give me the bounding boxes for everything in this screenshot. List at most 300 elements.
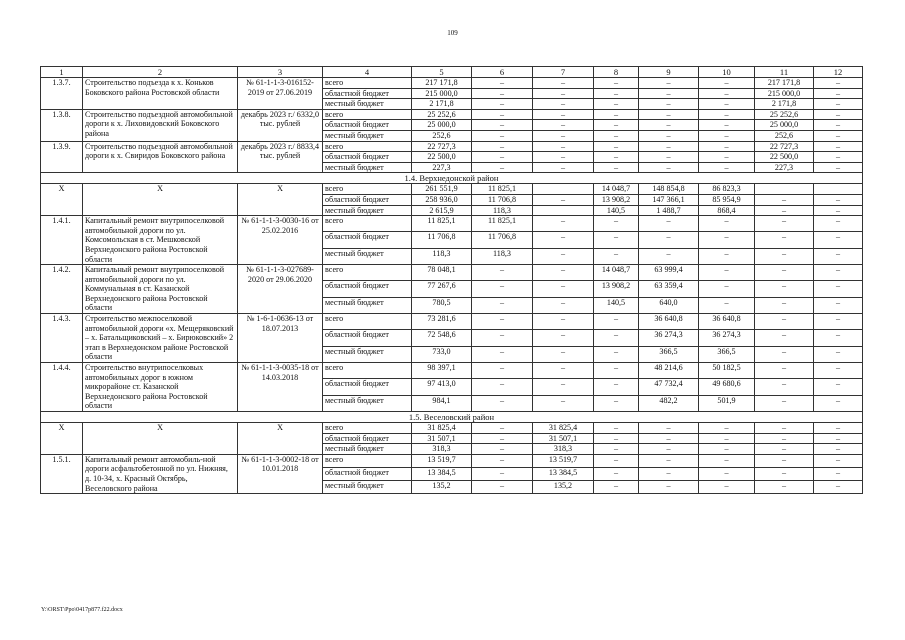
amount-cell: 2 615,9: [412, 205, 472, 216]
item-number: 1.4.4.: [41, 363, 83, 412]
amount-cell: –: [594, 130, 639, 141]
document-ref: № 61-1-1-3-0035-18 от 14.03.2018: [238, 363, 323, 412]
amount-cell: –: [639, 120, 699, 131]
funding-source: областной бюджет: [323, 433, 412, 444]
amount-cell: –: [639, 152, 699, 163]
amount-cell: 11 706,8: [472, 194, 533, 205]
funding-source: всего: [323, 141, 412, 152]
funding-source: местный бюджет: [323, 444, 412, 455]
amount-cell: 63 359,4: [639, 281, 699, 297]
funding-source: областной бюджет: [323, 120, 412, 131]
amount-cell: 25 252,6: [412, 109, 472, 120]
amount-cell: 11 706,8: [472, 232, 533, 248]
amount-cell: –: [755, 330, 814, 346]
item-name: Х: [83, 184, 238, 216]
amount-cell: 77 267,6: [412, 281, 472, 297]
amount-cell: –: [472, 297, 533, 313]
amount-cell: 22 727,3: [755, 141, 814, 152]
funding-source: областной бюджет: [323, 281, 412, 297]
amount-cell: 135,2: [533, 481, 594, 494]
table-row: [41, 363, 863, 379]
amount-cell: 11 825,1: [472, 216, 533, 232]
amount-cell: 50 182,5: [699, 363, 755, 379]
amount-cell: 22 727,3: [412, 141, 472, 152]
amount-cell: –: [755, 481, 814, 494]
table-row: [41, 216, 863, 232]
amount-cell: 73 281,6: [412, 314, 472, 330]
amount-cell: –: [594, 433, 639, 444]
amount-cell: –: [814, 297, 863, 313]
document-ref: декабрь 2023 г./ 6332,0 тыс. рублей: [238, 109, 323, 141]
amount-cell: –: [533, 120, 594, 131]
amount-cell: –: [472, 433, 533, 444]
amount-cell: –: [814, 314, 863, 330]
amount-cell: –: [639, 162, 699, 173]
amount-cell: –: [755, 379, 814, 395]
amount-cell: –: [814, 433, 863, 444]
amount-cell: 13 908,2: [594, 194, 639, 205]
amount-cell: –: [755, 444, 814, 455]
amount-cell: –: [472, 162, 533, 173]
funding-source: всего: [323, 216, 412, 232]
amount-cell: –: [814, 444, 863, 455]
funding-source: местный бюджет: [323, 99, 412, 110]
amount-cell: –: [814, 88, 863, 99]
amount-cell: –: [699, 99, 755, 110]
amount-cell: –: [639, 109, 699, 120]
amount-cell: 86 823,3: [699, 184, 755, 195]
amount-cell: –: [814, 216, 863, 232]
amount-cell: –: [814, 330, 863, 346]
amount-cell: 140,5: [594, 297, 639, 313]
amount-cell: –: [472, 265, 533, 281]
funding-source: местный бюджет: [323, 395, 412, 411]
amount-cell: –: [814, 194, 863, 205]
amount-cell: –: [699, 109, 755, 120]
table-row: [41, 454, 863, 467]
amount-cell: –: [533, 395, 594, 411]
document-ref: № 1-6-1-0636-13 от 18.07.2013: [238, 314, 323, 363]
amount-cell: 25 000,0: [755, 120, 814, 131]
funding-source: областной бюджет: [323, 467, 412, 480]
amount-cell: –: [472, 444, 533, 455]
amount-cell: 984,1: [412, 395, 472, 411]
amount-cell: –: [472, 109, 533, 120]
amount-cell: 1 488,7: [639, 205, 699, 216]
amount-cell: –: [699, 454, 755, 467]
table-row: [41, 141, 863, 152]
section-title: 1.5. Веселовский район: [41, 412, 863, 423]
amount-cell: 14 048,7: [594, 265, 639, 281]
section-row: [41, 412, 863, 423]
amount-cell: –: [639, 423, 699, 434]
amount-cell: –: [699, 423, 755, 434]
amount-cell: –: [755, 423, 814, 434]
amount-cell: 261 551,9: [412, 184, 472, 195]
amount-cell: 366,5: [639, 346, 699, 362]
amount-cell: –: [594, 481, 639, 494]
amount-cell: 258 936,0: [412, 194, 472, 205]
amount-cell: –: [594, 379, 639, 395]
amount-cell: –: [472, 330, 533, 346]
amount-cell: 72 548,6: [412, 330, 472, 346]
amount-cell: –: [594, 99, 639, 110]
amount-cell: –: [755, 232, 814, 248]
amount-cell: –: [814, 130, 863, 141]
table-row: [41, 423, 863, 434]
amount-cell: 217 171,8: [412, 78, 472, 89]
amount-cell: –: [594, 248, 639, 264]
amount-cell: –: [755, 281, 814, 297]
amount-cell: –: [699, 248, 755, 264]
amount-cell: 48 214,6: [639, 363, 699, 379]
amount-cell: –: [699, 141, 755, 152]
amount-cell: –: [472, 363, 533, 379]
amount-cell: 13 908,2: [594, 281, 639, 297]
amount-cell: –: [594, 454, 639, 467]
amount-cell: –: [814, 109, 863, 120]
funding-source: всего: [323, 423, 412, 434]
column-number: 2: [83, 67, 238, 78]
amount-cell: 2 171,8: [412, 99, 472, 110]
amount-cell: –: [814, 395, 863, 411]
amount-cell: –: [533, 109, 594, 120]
amount-cell: 31 825,4: [412, 423, 472, 434]
amount-cell: 2 171,8: [755, 99, 814, 110]
amount-cell: –: [639, 444, 699, 455]
document-ref: Х: [238, 423, 323, 455]
amount-cell: –: [699, 433, 755, 444]
column-number: 9: [639, 67, 699, 78]
amount-cell: [814, 184, 863, 195]
amount-cell: –: [814, 120, 863, 131]
funding-source: областной бюджет: [323, 152, 412, 163]
funding-source: местный бюджет: [323, 205, 412, 216]
amount-cell: –: [699, 130, 755, 141]
amount-cell: –: [472, 141, 533, 152]
amount-cell: –: [755, 265, 814, 281]
document-ref: № 61-1-1-3-027689-2020 от 29.06.2020: [238, 265, 323, 314]
document-ref: № 61-1-1-3-0002-18 от 10.01.2018: [238, 454, 323, 493]
amount-cell: –: [639, 216, 699, 232]
amount-cell: –: [472, 88, 533, 99]
amount-cell: –: [755, 194, 814, 205]
amount-cell: 11 825,1: [412, 216, 472, 232]
document-ref: Х: [238, 184, 323, 216]
amount-cell: –: [814, 346, 863, 362]
amount-cell: –: [639, 467, 699, 480]
amount-cell: 118,3: [472, 205, 533, 216]
amount-cell: [533, 205, 594, 216]
amount-cell: –: [814, 99, 863, 110]
table-row: [41, 184, 863, 195]
amount-cell: –: [699, 232, 755, 248]
amount-cell: –: [639, 232, 699, 248]
amount-cell: –: [755, 363, 814, 379]
amount-cell: –: [639, 78, 699, 89]
amount-cell: –: [472, 281, 533, 297]
amount-cell: –: [755, 454, 814, 467]
amount-cell: –: [594, 78, 639, 89]
amount-cell: 31 825,4: [533, 423, 594, 434]
amount-cell: 85 954,9: [699, 194, 755, 205]
funding-source: местный бюджет: [323, 481, 412, 494]
amount-cell: –: [472, 454, 533, 467]
amount-cell: 227,3: [755, 162, 814, 173]
column-number: 4: [323, 67, 412, 78]
amount-cell: –: [533, 314, 594, 330]
item-number: 1.3.7.: [41, 78, 83, 110]
amount-cell: 36 640,8: [699, 314, 755, 330]
amount-cell: –: [594, 216, 639, 232]
funding-source: всего: [323, 314, 412, 330]
amount-cell: 49 680,6: [699, 379, 755, 395]
amount-cell: 147 366,1: [639, 194, 699, 205]
column-number: 6: [472, 67, 533, 78]
amount-cell: –: [472, 314, 533, 330]
amount-cell: –: [472, 78, 533, 89]
amount-cell: –: [594, 120, 639, 131]
amount-cell: –: [639, 99, 699, 110]
amount-cell: 36 274,3: [639, 330, 699, 346]
amount-cell: 13 519,7: [412, 454, 472, 467]
program-table: [40, 66, 863, 494]
amount-cell: –: [639, 454, 699, 467]
amount-cell: 36 274,3: [699, 330, 755, 346]
column-number: 12: [814, 67, 863, 78]
item-name: Строительство внутрипоселковых автомобильных дорог в южном микрорайоне ст. Казанской Верхнедонского района Ростовской области: [83, 363, 238, 412]
amount-cell: –: [594, 423, 639, 434]
amount-cell: [533, 184, 594, 195]
amount-cell: –: [594, 109, 639, 120]
amount-cell: –: [639, 433, 699, 444]
column-number: 8: [594, 67, 639, 78]
amount-cell: –: [594, 330, 639, 346]
item-name: Капитальный ремонт внутрипоселковой автомобильной дороги по ул. Комсомольская в ст. Мешковской Верхнедонского района Ростовской области: [83, 216, 238, 265]
amount-cell: –: [594, 162, 639, 173]
funding-source: областной бюджет: [323, 232, 412, 248]
column-number: 11: [755, 67, 814, 78]
amount-cell: 118,3: [472, 248, 533, 264]
amount-cell: –: [814, 248, 863, 264]
amount-cell: –: [594, 232, 639, 248]
amount-cell: 318,3: [412, 444, 472, 455]
column-number: 1: [41, 67, 83, 78]
amount-cell: 13 384,5: [533, 467, 594, 480]
document-ref: № 61-1-1-3-0030-16 от 25.02.2016: [238, 216, 323, 265]
amount-cell: 148 854,8: [639, 184, 699, 195]
amount-cell: 118,3: [412, 248, 472, 264]
amount-cell: –: [533, 379, 594, 395]
amount-cell: 227,3: [412, 162, 472, 173]
item-name: Строительство подъезда к х. Коньков Боковского района Ростовской области: [83, 78, 238, 110]
funding-source: всего: [323, 363, 412, 379]
amount-cell: –: [699, 281, 755, 297]
funding-source: всего: [323, 184, 412, 195]
amount-cell: –: [533, 297, 594, 313]
amount-cell: –: [699, 467, 755, 480]
column-number: 7: [533, 67, 594, 78]
amount-cell: 97 413,0: [412, 379, 472, 395]
amount-cell: 98 397,1: [412, 363, 472, 379]
amount-cell: –: [755, 346, 814, 362]
amount-cell: –: [594, 395, 639, 411]
amount-cell: 252,6: [755, 130, 814, 141]
table-row: [41, 109, 863, 120]
table-row: [41, 78, 863, 89]
amount-cell: 47 732,4: [639, 379, 699, 395]
amount-cell: –: [755, 467, 814, 480]
amount-cell: –: [699, 162, 755, 173]
amount-cell: –: [472, 99, 533, 110]
amount-cell: –: [814, 481, 863, 494]
amount-cell: –: [814, 152, 863, 163]
item-name: Х: [83, 423, 238, 455]
amount-cell: –: [472, 467, 533, 480]
amount-cell: –: [814, 379, 863, 395]
amount-cell: –: [699, 120, 755, 131]
amount-cell: –: [533, 152, 594, 163]
amount-cell: –: [472, 346, 533, 362]
column-number: 3: [238, 67, 323, 78]
amount-cell: 13 519,7: [533, 454, 594, 467]
amount-cell: –: [533, 216, 594, 232]
amount-cell: –: [755, 216, 814, 232]
amount-cell: –: [814, 78, 863, 89]
funding-source: местный бюджет: [323, 162, 412, 173]
amount-cell: –: [814, 265, 863, 281]
funding-source: местный бюджет: [323, 297, 412, 313]
table-row: [41, 314, 863, 330]
amount-cell: 31 507,1: [412, 433, 472, 444]
amount-cell: –: [594, 467, 639, 480]
funding-source: местный бюджет: [323, 130, 412, 141]
amount-cell: –: [639, 141, 699, 152]
funding-source: всего: [323, 454, 412, 467]
amount-cell: 25 252,6: [755, 109, 814, 120]
amount-cell: [755, 184, 814, 195]
item-number: 1.4.3.: [41, 314, 83, 363]
amount-cell: 36 640,8: [639, 314, 699, 330]
file-path-footer: Y:\ORST\Ppo\0417p877.f22.docx: [41, 607, 123, 613]
amount-cell: –: [533, 78, 594, 89]
amount-cell: –: [472, 423, 533, 434]
amount-cell: –: [639, 130, 699, 141]
item-number: 1.4.1.: [41, 216, 83, 265]
amount-cell: 135,2: [412, 481, 472, 494]
amount-cell: –: [814, 205, 863, 216]
amount-cell: 215 000,0: [755, 88, 814, 99]
item-number: Х: [41, 423, 83, 455]
amount-cell: –: [814, 232, 863, 248]
amount-cell: –: [755, 297, 814, 313]
item-number: 1.3.9.: [41, 141, 83, 173]
amount-cell: 14 048,7: [594, 184, 639, 195]
item-name: Капитальный ремонт внутрипоселковой автомобильной дороги по ул. Коммунальная в ст. Казанской Верхнедонского района Ростовской области: [83, 265, 238, 314]
amount-cell: 78 048,1: [412, 265, 472, 281]
amount-cell: –: [814, 281, 863, 297]
amount-cell: –: [755, 248, 814, 264]
amount-cell: –: [814, 162, 863, 173]
amount-cell: –: [533, 363, 594, 379]
item-name: Строительство подъездной автомобильной дороги к х. Лиховидовский Боковского района: [83, 109, 238, 141]
amount-cell: 140,5: [594, 205, 639, 216]
amount-cell: –: [594, 444, 639, 455]
amount-cell: 366,5: [699, 346, 755, 362]
amount-cell: –: [699, 265, 755, 281]
funding-source: областной бюджет: [323, 194, 412, 205]
header-row: [41, 67, 863, 78]
amount-cell: 640,0: [639, 297, 699, 313]
amount-cell: –: [533, 232, 594, 248]
amount-cell: –: [594, 152, 639, 163]
amount-cell: 217 171,8: [755, 78, 814, 89]
amount-cell: –: [533, 141, 594, 152]
item-number: 1.4.2.: [41, 265, 83, 314]
item-name: Строительство межпоселковой автомобильной дороги «х. Мещеряковский – х. Батальщиковский – х. Бирюковский» 2 этап в Верхнедонском районе Ростовской области: [83, 314, 238, 363]
amount-cell: –: [814, 363, 863, 379]
amount-cell: 215 000,0: [412, 88, 472, 99]
amount-cell: 22 500,0: [412, 152, 472, 163]
amount-cell: –: [699, 88, 755, 99]
amount-cell: –: [472, 481, 533, 494]
funding-source: всего: [323, 265, 412, 281]
document-ref: декабрь 2023 г./ 8833,4 тыс. рублей: [238, 141, 323, 173]
amount-cell: 252,6: [412, 130, 472, 141]
amount-cell: –: [472, 152, 533, 163]
column-number: 5: [412, 67, 472, 78]
amount-cell: –: [699, 152, 755, 163]
amount-cell: –: [472, 130, 533, 141]
item-number: Х: [41, 184, 83, 216]
amount-cell: –: [639, 481, 699, 494]
amount-cell: –: [814, 454, 863, 467]
amount-cell: –: [699, 297, 755, 313]
amount-cell: 318,3: [533, 444, 594, 455]
amount-cell: –: [533, 248, 594, 264]
page-number: 109: [447, 29, 458, 37]
amount-cell: –: [594, 88, 639, 99]
amount-cell: 11 706,8: [412, 232, 472, 248]
amount-cell: 780,5: [412, 297, 472, 313]
amount-cell: 13 384,5: [412, 467, 472, 480]
amount-cell: 25 000,0: [412, 120, 472, 131]
funding-source: областной бюджет: [323, 88, 412, 99]
item-name: Строительство подъездной автомобильной дороги к х. Свиридов Боковского района: [83, 141, 238, 173]
amount-cell: –: [533, 130, 594, 141]
amount-cell: 733,0: [412, 346, 472, 362]
amount-cell: –: [755, 314, 814, 330]
funding-source: местный бюджет: [323, 346, 412, 362]
amount-cell: –: [755, 395, 814, 411]
amount-cell: –: [699, 216, 755, 232]
amount-cell: –: [639, 88, 699, 99]
amount-cell: –: [755, 205, 814, 216]
amount-cell: –: [594, 141, 639, 152]
amount-cell: 501,9: [699, 395, 755, 411]
amount-cell: –: [533, 265, 594, 281]
funding-source: областной бюджет: [323, 330, 412, 346]
amount-cell: –: [533, 88, 594, 99]
table-row: [41, 265, 863, 281]
item-name: Капитальный ремонт автомобиль-ной дороги асфальтобетонной по ул. Нижняя, д. 10-34, х. Красный Октябрь, Веселовского района: [83, 454, 238, 493]
amount-cell: –: [814, 467, 863, 480]
amount-cell: –: [533, 346, 594, 362]
amount-cell: –: [699, 444, 755, 455]
amount-cell: –: [533, 281, 594, 297]
amount-cell: –: [533, 162, 594, 173]
amount-cell: –: [814, 423, 863, 434]
